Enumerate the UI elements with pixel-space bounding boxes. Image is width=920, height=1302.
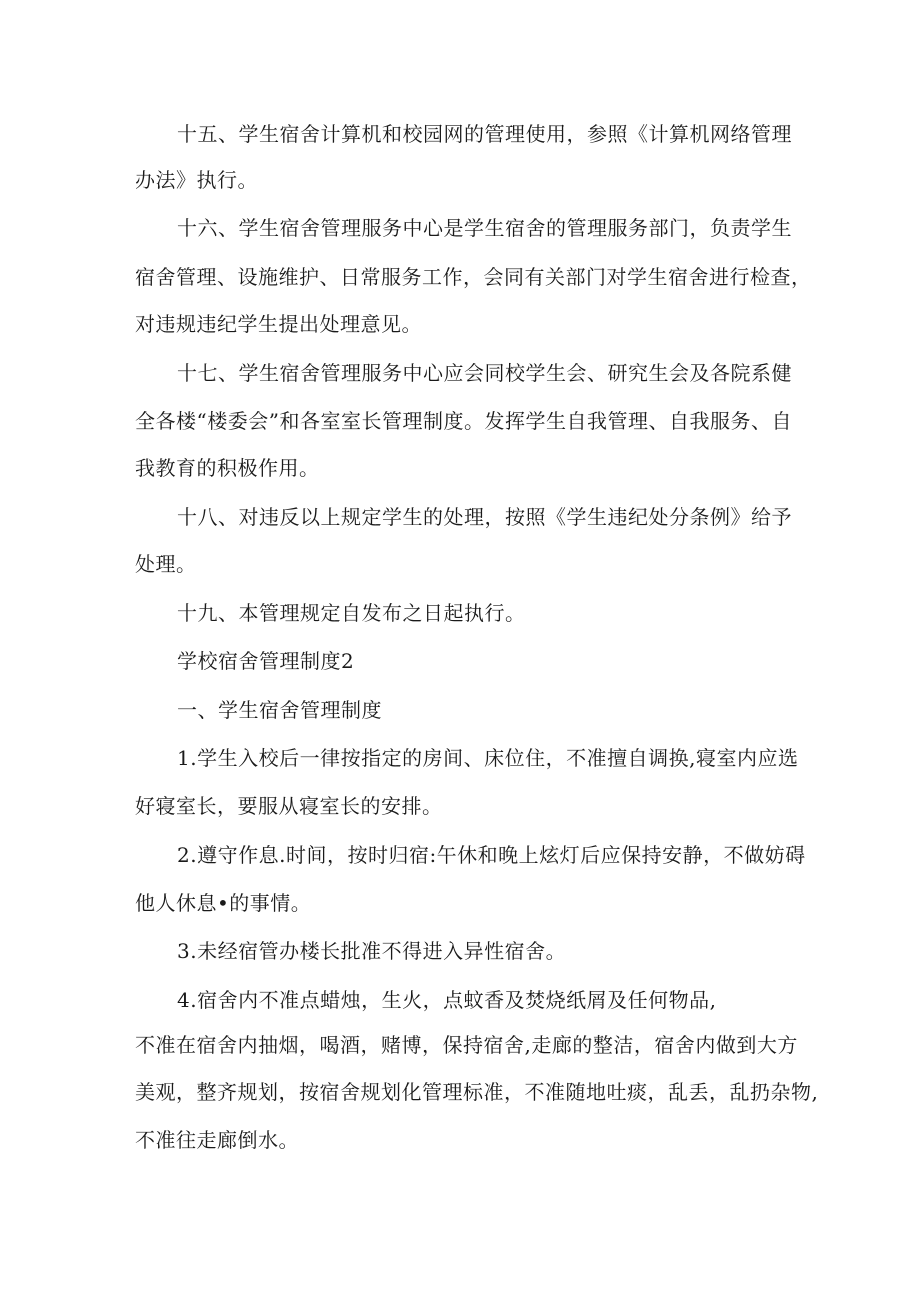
paragraph-15-line-2: 办法》执行。 — [135, 168, 258, 192]
rule-4-line-1: 4.宿舍内不准点蜡烛，生火，点蚊香及焚烧纸屑及任何物品, — [177, 988, 717, 1012]
rule-2-line-2: 他人休息•的事情。 — [135, 891, 312, 915]
subsection-heading: 一、学生宿舍管理制度 — [177, 698, 382, 722]
paragraph-17-line-1: 十七、学生宿舍管理服务中心应会同校学生会、研究生会及各院系健 — [177, 361, 792, 385]
paragraph-18-line-1: 十八、对违反以上规定学生的处理，按照《学生违纪处分条例》给予 — [177, 505, 792, 529]
rule-4-line-3: 美观，整齐规划，按宿舍规划化管理标准，不准随地吐痰，乱丢，乱扔杂物, — [135, 1080, 819, 1104]
paragraph-16-line-3: 对违规违纪学生提出处理意见。 — [135, 312, 422, 336]
paragraph-18-line-2: 处理。 — [135, 552, 197, 576]
rule-4-line-4: 不准往走廊倒水。 — [135, 1128, 299, 1152]
paragraph-16-line-1: 十六、学生宿舍管理服务中心是学生宿舍的管理服务部门，负责学生 — [177, 216, 792, 240]
paragraph-17-line-2: 全各楼“楼委会”和各室室长管理制度。发挥学生自我管理、自我服务、自 — [135, 409, 792, 433]
section-heading: 学校宿舍管理制度2 — [177, 649, 355, 673]
rule-3: 3.未经宿管办楼长批准不得进入异性宿舍。 — [177, 939, 567, 963]
rule-1-line-2: 好寝室长，要服从寝室长的安排。 — [135, 794, 443, 818]
rule-1-line-1: 1.学生入校后一律按指定的房间、床位住，不准擅自调换,寝室内应选 — [177, 746, 799, 770]
paragraph-17-line-3: 我教育的积极作用。 — [135, 456, 320, 480]
paragraph-19: 十九、本管理规定自发布之日起执行。 — [177, 601, 526, 625]
paragraph-16-line-2: 宿舍管理、设施维护、日常服务工作，会同有关部门对学生宿舍进行检查， — [135, 265, 812, 289]
paragraph-15-line-1: 十五、学生宿舍计算机和校园网的管理使用，参照《计算机网络管理 — [177, 122, 792, 146]
rule-4-line-2: 不准在宿舍内抽烟，喝酒，赌博，保持宿舍,走廊的整洁，宿舍内做到大方 — [135, 1033, 798, 1057]
rule-2-line-1: 2.遵守作息.时间，按时归宿:午休和晚上炫灯后应保持安静，不做妨碍 — [177, 843, 806, 867]
